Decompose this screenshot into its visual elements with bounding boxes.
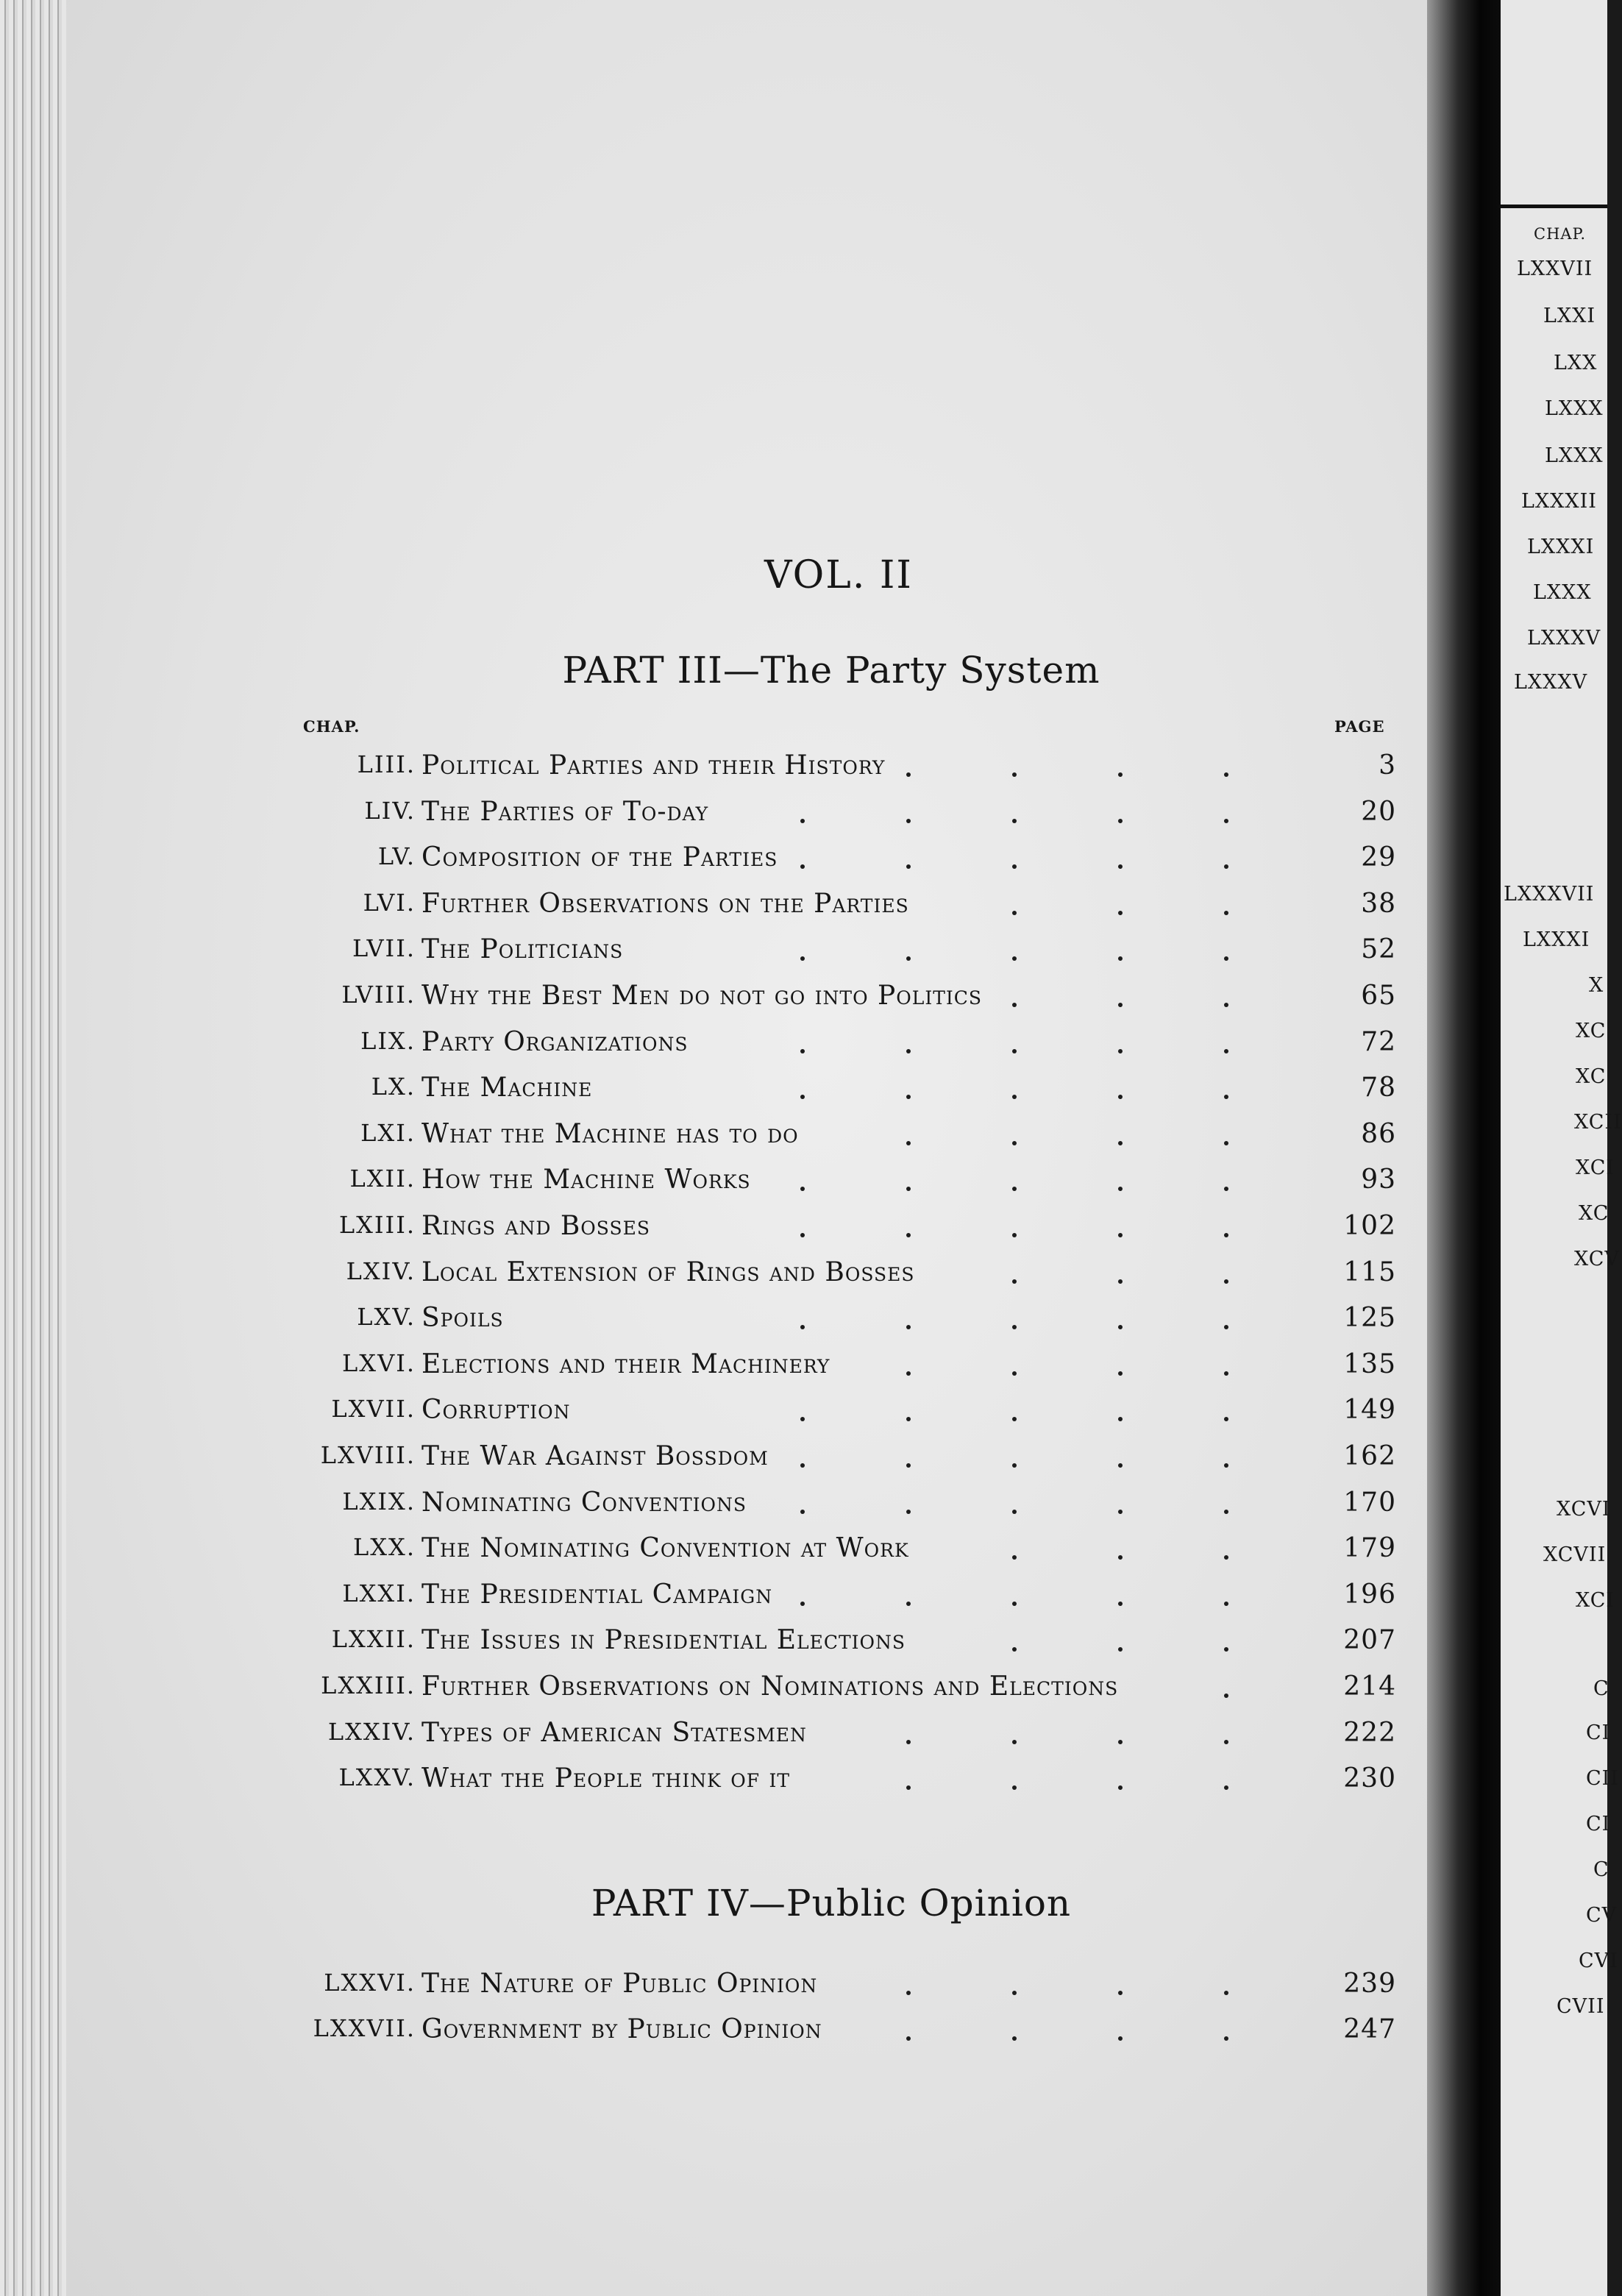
leader-dot	[1012, 819, 1017, 823]
chapter-title: Political Parties and their History	[421, 750, 886, 781]
leader-dot	[800, 1417, 805, 1421]
page-number: 72	[1361, 1026, 1396, 1057]
toc-entry	[280, 1165, 1398, 1203]
leader-dot	[906, 2036, 911, 2041]
leader-dot	[800, 1602, 805, 1606]
leader-dot	[1118, 819, 1123, 823]
toc-entry	[280, 981, 1398, 1019]
right-page-chapter-fragment: LXXI	[1543, 305, 1596, 327]
leader-dot	[906, 772, 911, 777]
chapter-number: LXVI.	[342, 1348, 416, 1377]
chapter-number: LVI.	[363, 888, 416, 917]
right-page-chapter-fragment: LXXX	[1545, 397, 1604, 420]
leader-dot	[1012, 1991, 1017, 1995]
toc-entry	[280, 797, 1398, 835]
chapter-title: What the People think of it	[421, 1763, 791, 1794]
leader-dot	[1224, 1187, 1228, 1191]
chapter-number: LXIII.	[338, 1211, 416, 1239]
leader-dot	[800, 1233, 805, 1237]
chapter-title: Spoils	[421, 1303, 504, 1334]
leader-dot	[1118, 2036, 1123, 2041]
volume-heading: VOL. II	[764, 553, 913, 597]
chapter-title: Party Organizations	[421, 1026, 689, 1057]
chapter-title: Rings and Bosses	[421, 1211, 650, 1241]
part4-title-text: PART IV—Public Opinion	[591, 1882, 1072, 1924]
chapter-title: Government by Public Opinion	[421, 2014, 822, 2044]
right-page-chap-label: CHAP.	[1534, 225, 1587, 243]
right-page-chapter-fragment: X	[1589, 974, 1604, 997]
page-number: 65	[1361, 981, 1396, 1011]
leader-dot	[1118, 1095, 1123, 1099]
chapter-number: LV.	[377, 842, 416, 871]
leader-dot	[1118, 1187, 1123, 1191]
leader-dot	[1012, 2036, 1017, 2041]
leader-dot	[800, 864, 805, 869]
leader-dot	[1224, 2036, 1228, 2041]
chapter-title: Local Extension of Rings and Bosses	[421, 1257, 915, 1287]
leader-dot	[1224, 911, 1228, 915]
leader-dot	[1118, 911, 1123, 915]
chapter-title: The Machine	[421, 1073, 593, 1103]
leader-dot	[800, 819, 805, 823]
leader-dot	[906, 819, 911, 823]
leader-dot	[800, 1510, 805, 1514]
right-page-chapter-fragment: XCI	[1576, 1589, 1615, 1612]
leader-dot	[1224, 1049, 1228, 1053]
chapter-title: The War Against Bossdom	[421, 1441, 769, 1471]
part3-title	[471, 649, 1192, 692]
right-page-chapter-fragment: XCVII	[1543, 1543, 1607, 1566]
toc-entry	[280, 1257, 1398, 1296]
leader-dot	[1118, 1279, 1123, 1284]
leader-dot	[1118, 1371, 1123, 1376]
leader-dot	[906, 1095, 911, 1099]
leader-dot	[906, 1325, 911, 1329]
toc-entry	[280, 2014, 1398, 2052]
page-header: PAGE	[1334, 717, 1385, 736]
page-number: 29	[1361, 842, 1396, 873]
leader-dot	[1224, 1693, 1228, 1698]
right-page-chapter-fragment: C	[1593, 1677, 1609, 1700]
chapter-number: LIV.	[364, 796, 416, 825]
leader-dot	[1118, 772, 1123, 777]
chapter-title: The Politicians	[421, 934, 624, 965]
leader-dot	[1224, 1325, 1228, 1329]
leader-dot	[1012, 956, 1017, 961]
leader-dot	[1118, 1049, 1123, 1053]
chapter-title: The Nature of Public Opinion	[421, 1969, 818, 1999]
leader-dot	[1118, 956, 1123, 961]
right-page-chapter-fragment: CI	[1586, 1721, 1611, 1744]
toc-entry	[280, 1349, 1398, 1387]
page-number: 214	[1343, 1671, 1396, 1702]
toc-entry	[280, 1763, 1398, 1802]
toc-entry	[280, 842, 1398, 881]
leader-dot	[1012, 1233, 1017, 1237]
leader-dot	[1224, 1647, 1228, 1652]
leader-dot	[1224, 1785, 1228, 1790]
right-page-chapter-fragment: CV	[1586, 1904, 1618, 1927]
leader-dot	[1118, 1555, 1123, 1560]
part4-title	[471, 1882, 1192, 1924]
chapter-number: LXXVI.	[324, 1969, 416, 1997]
chapter-number: LXXVII.	[313, 2014, 416, 2042]
page-number: 149	[1343, 1395, 1396, 1426]
toc-entry	[280, 750, 1398, 789]
toc-entry	[280, 1579, 1398, 1618]
leader-dot	[1118, 1510, 1123, 1514]
toc-entry	[280, 1488, 1398, 1526]
leader-dot	[906, 1602, 911, 1606]
right-page-chapter-fragment: C	[1593, 1858, 1609, 1881]
page-number: 230	[1343, 1763, 1396, 1794]
leader-dot	[1012, 1279, 1017, 1284]
leader-dot	[1224, 1510, 1228, 1514]
leader-dot	[1224, 1991, 1228, 1995]
leader-dot	[1118, 1602, 1123, 1606]
leader-dot	[1012, 1049, 1017, 1053]
toc-entry	[280, 934, 1398, 973]
toc-entry	[280, 1211, 1398, 1249]
page-number: 78	[1361, 1073, 1396, 1103]
chapter-title: Further Observations on the Parties	[421, 888, 909, 919]
leader-dot	[1224, 1602, 1228, 1606]
right-page-chapter-fragment: CII	[1586, 1767, 1619, 1790]
page-number: 247	[1343, 2014, 1396, 2044]
right-page-chapter-fragment: LXXXI	[1527, 536, 1595, 558]
page-number: 162	[1343, 1441, 1396, 1471]
chapter-title: Elections and their Machinery	[421, 1348, 830, 1379]
toc-entry	[280, 1073, 1398, 1111]
toc-entry	[280, 1303, 1398, 1341]
right-page-rule	[1501, 205, 1607, 208]
chapter-title: Types of American Statesmen	[421, 1717, 807, 1748]
chapter-title: The Nominating Convention at Work	[421, 1533, 909, 1564]
leader-dot	[1118, 1233, 1123, 1237]
page-number: 20	[1361, 796, 1396, 827]
right-page-chapter-fragment: LXX	[1554, 352, 1598, 374]
chapter-title: The Parties of To-day	[421, 796, 709, 827]
leader-dot	[1012, 1510, 1017, 1514]
chapter-number: LXXIII.	[321, 1671, 416, 1699]
chapter-number: LXIX.	[342, 1487, 416, 1515]
chapter-number: LXV.	[357, 1303, 416, 1332]
chapter-title: Nominating Conventions	[421, 1487, 747, 1518]
page-number: 135	[1343, 1348, 1396, 1379]
chapter-title: The Issues in Presidential Elections	[421, 1625, 906, 1656]
leader-dot	[1224, 1417, 1228, 1421]
chapter-number: LXII.	[349, 1165, 416, 1193]
page-number: 102	[1343, 1211, 1396, 1241]
page-number: 3	[1379, 750, 1396, 781]
toc-entry	[280, 1533, 1398, 1571]
page-number: 93	[1361, 1165, 1396, 1195]
page-number: 196	[1343, 1579, 1396, 1610]
leader-dot	[1012, 772, 1017, 777]
chapter-number: LXX.	[353, 1533, 416, 1562]
leader-dot	[906, 956, 911, 961]
leader-dot	[1012, 1141, 1017, 1145]
leader-dot	[1118, 1785, 1123, 1790]
leader-dot	[1012, 1187, 1017, 1191]
leader-dot	[1012, 864, 1017, 869]
right-page-chapter-fragment: LXXVII	[1517, 257, 1593, 280]
leader-dot	[906, 1141, 911, 1145]
page-number: 125	[1343, 1303, 1396, 1334]
chapter-title: Corruption	[421, 1395, 571, 1426]
toc-entry	[280, 889, 1398, 927]
leader-dot	[1224, 1141, 1228, 1145]
page-number: 86	[1361, 1118, 1396, 1149]
right-page-chapter-fragment: XCVI	[1557, 1498, 1611, 1521]
leader-dot	[1224, 1463, 1228, 1468]
leader-dot	[800, 1463, 805, 1468]
chapter-number: LXVII.	[331, 1395, 416, 1424]
leader-dot	[1118, 1991, 1123, 1995]
toc-entry	[280, 1718, 1398, 1756]
page-number: 38	[1361, 888, 1396, 919]
right-page-chapter-fragment: LXXXV	[1514, 671, 1588, 694]
leader-dot	[1224, 819, 1228, 823]
leader-dot	[1224, 1371, 1228, 1376]
leader-dot	[1224, 1555, 1228, 1560]
chapter-number: LXXI.	[342, 1579, 416, 1607]
right-page-chapter-fragment: LXXXII	[1521, 490, 1597, 513]
leader-dot	[906, 1510, 911, 1514]
chapter-number: LXXII.	[331, 1625, 416, 1654]
leader-dot	[1118, 1141, 1123, 1145]
chapter-number: LXVIII.	[320, 1441, 416, 1469]
leader-dot	[1012, 1095, 1017, 1099]
leader-dot	[1118, 1003, 1123, 1007]
page-number: 115	[1343, 1257, 1396, 1287]
leader-dot	[906, 1371, 911, 1376]
leader-dot	[800, 1095, 805, 1099]
right-page-chapter-fragment: XC	[1579, 1202, 1609, 1225]
leader-dot	[906, 1785, 911, 1790]
leader-dot	[1224, 1095, 1228, 1099]
chapter-title: How the Machine Works	[421, 1165, 751, 1195]
chapter-title: Why the Best Men do not go into Politics	[421, 981, 983, 1011]
page-number: 239	[1343, 1969, 1396, 1999]
leader-dot	[1118, 1463, 1123, 1468]
leader-dot	[906, 864, 911, 869]
leader-dot	[1118, 1325, 1123, 1329]
chapter-title: Further Observations on Nominations and Elections	[421, 1671, 1119, 1702]
right-page-chapter-fragment: XCI	[1576, 1156, 1615, 1179]
chapter-title: The Presidential Campaign	[421, 1579, 773, 1610]
chapter-number: LXXV.	[338, 1763, 416, 1792]
leader-dot	[1224, 1233, 1228, 1237]
leader-dot	[1224, 864, 1228, 869]
leader-dot	[1224, 1003, 1228, 1007]
leader-dot	[1012, 1602, 1017, 1606]
chapter-title: Composition of the Parties	[421, 842, 778, 873]
leader-dot	[1118, 1740, 1123, 1744]
toc-entry	[280, 1441, 1398, 1479]
page-stack-edge	[0, 0, 70, 2296]
chapter-number: LIX.	[360, 1026, 416, 1055]
right-page-chapter-fragment: XC	[1576, 1065, 1607, 1088]
right-page-chapter-fragment: LXXX	[1533, 581, 1592, 604]
leader-dot	[1118, 1647, 1123, 1652]
leader-dot	[1012, 1371, 1017, 1376]
right-page-chapter-fragment: CVII	[1557, 1995, 1605, 2018]
right-page-chapter-fragment: XCV	[1574, 1248, 1620, 1270]
page-number: 179	[1343, 1533, 1396, 1564]
leader-dot	[800, 956, 805, 961]
leader-dot	[906, 1417, 911, 1421]
right-page-chapter-fragment: LXXX	[1545, 444, 1604, 467]
leader-dot	[1012, 1740, 1017, 1744]
page-number: 52	[1361, 934, 1396, 965]
chap-header: CHAP.	[303, 717, 360, 736]
page-number: 207	[1343, 1625, 1396, 1656]
leader-dot	[1012, 1463, 1017, 1468]
leader-dot	[1012, 1647, 1017, 1652]
leader-dot	[1012, 1417, 1017, 1421]
right-page-chapter-fragment: CVI	[1579, 1950, 1618, 1972]
right-page-chapter-fragment: LXXXV	[1527, 627, 1601, 650]
leader-dot	[1012, 1003, 1017, 1007]
leader-dot	[906, 1463, 911, 1468]
chapter-title: What the Machine has to do	[421, 1118, 799, 1149]
right-page-chapter-fragment: CI	[1586, 1813, 1611, 1835]
leader-dot	[800, 1325, 805, 1329]
leader-dot	[1224, 772, 1228, 777]
chapter-number: LXXIV.	[327, 1717, 416, 1746]
right-page-chapter-fragment: LXXXVII	[1504, 883, 1595, 906]
leader-dot	[1012, 1325, 1017, 1329]
leader-dot	[800, 1187, 805, 1191]
leader-dot	[906, 1233, 911, 1237]
chapter-number: LIII.	[357, 750, 416, 778]
leader-dot	[906, 1049, 911, 1053]
toc-entry	[280, 1119, 1398, 1157]
toc-entry	[280, 1625, 1398, 1663]
leader-dot	[1224, 1740, 1228, 1744]
leader-dot	[1224, 956, 1228, 961]
leader-dot	[1012, 911, 1017, 915]
part3-title-text: PART III—The Party System	[562, 649, 1100, 692]
leader-dot	[906, 1187, 911, 1191]
leader-dot	[906, 1740, 911, 1744]
right-page-chapter-fragment: LXXXI	[1523, 928, 1590, 951]
leader-dot	[800, 1049, 805, 1053]
page-number: 222	[1343, 1717, 1396, 1748]
page-number: 170	[1343, 1487, 1396, 1518]
right-page-chapter-fragment: XC	[1576, 1020, 1607, 1042]
chapter-number: LXIV.	[346, 1257, 416, 1285]
leader-dot	[1118, 1417, 1123, 1421]
chapter-number: LX.	[371, 1073, 416, 1101]
chapter-number: LXI.	[360, 1118, 416, 1147]
leader-dot	[1012, 1555, 1017, 1560]
toc-entry	[280, 1969, 1398, 2007]
leader-dot	[906, 1991, 911, 1995]
chapter-number: LVII.	[352, 934, 416, 963]
toc-entry	[280, 1671, 1398, 1710]
right-page-chapter-fragment: XCII	[1574, 1111, 1622, 1134]
leader-dot	[1012, 1785, 1017, 1790]
chapter-number: LVIII.	[341, 981, 416, 1009]
leader-dot	[1118, 864, 1123, 869]
toc-entry	[280, 1027, 1398, 1065]
leader-dot	[1224, 1279, 1228, 1284]
toc-entry	[280, 1395, 1398, 1433]
